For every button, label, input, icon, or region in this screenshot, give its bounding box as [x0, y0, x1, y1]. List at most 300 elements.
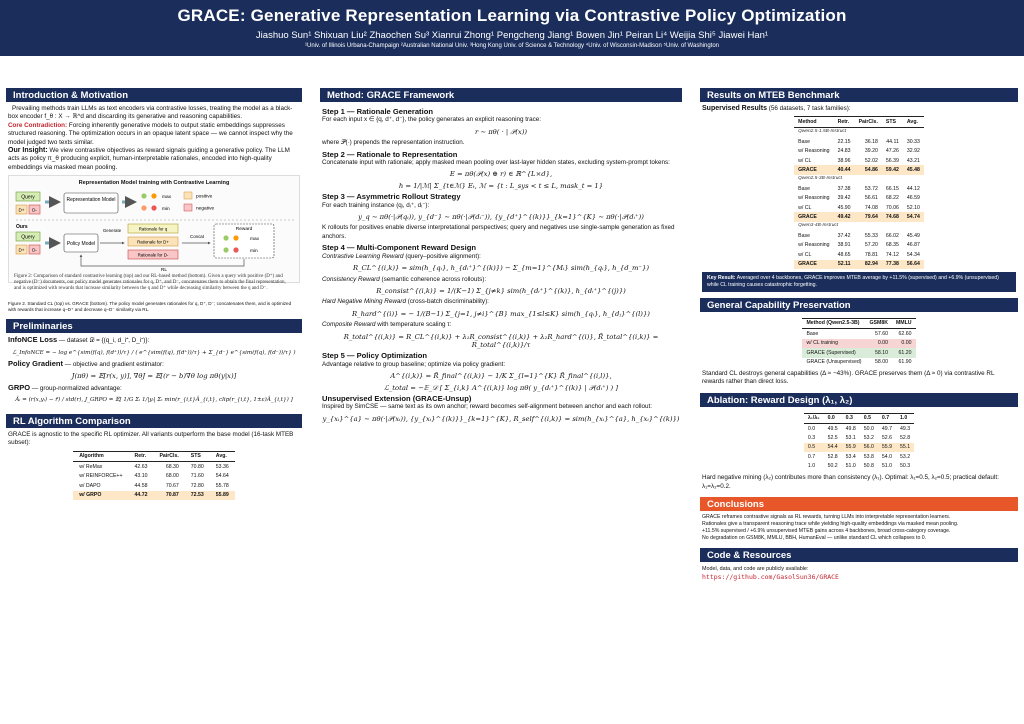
table-cell: 42.63 — [134, 463, 148, 470]
table-cell: 79.64 — [855, 212, 882, 221]
table-header-cell: STS — [882, 117, 903, 127]
table-cell: 56.61 — [864, 195, 878, 202]
general-text: Standard CL destroys general capabilities (Δ ≈ −43%). GRACE preserves them (Δ ≈ 0) via contrastive RL rewards rather than direct loss. — [702, 369, 995, 386]
table-group-row — [794, 222, 924, 231]
table-cell: 53.2 — [900, 453, 911, 460]
conclusion-item: Rationales give a transparent reasoning trace while yielding high-quality embeddings via masked mean pooling. — [702, 521, 959, 527]
min-label: min — [250, 248, 258, 254]
table-cell: 0.7 — [807, 453, 816, 460]
pg-label: Policy Gradient — [8, 359, 64, 369]
table-cell: 37.38 — [837, 185, 851, 192]
table-cell: 53.8 — [863, 453, 874, 460]
table-row — [73, 491, 235, 501]
table-cell: 53.36 — [215, 463, 229, 470]
pg-equation: J(πθ) = 𝔼[r(x, y)], ∇θJ = 𝔼[(r − b)∇θ log πθ(y|x)] — [71, 372, 237, 381]
query-label: Query — [21, 194, 35, 201]
table-cell: 71.60 — [190, 473, 204, 480]
table-row — [794, 231, 924, 240]
method-heading: Method: GRACE Framework — [320, 88, 682, 102]
table-cell: 47.26 — [885, 148, 899, 155]
table-header-cell: Avg. — [903, 117, 924, 127]
table-cell: w/ Reasoning — [798, 242, 830, 249]
rl-comparison-text: GRACE is agnostic to the specific RL optimizer. All variants outperform the base model (16-task MTEB subset): — [8, 430, 294, 447]
table-cell: GRACE — [794, 212, 833, 221]
table-cell: w/ ReMax — [79, 463, 103, 470]
table-cell: 56.0 — [860, 443, 878, 452]
table-cell: 62.60 — [898, 330, 912, 337]
step1-text: For each input x ∈ {q, d⁺, d⁻}, the policy generates an explicit reasoning trace: — [322, 116, 542, 124]
table-cell: 44.12 — [906, 185, 920, 192]
table-cell: 52.5 — [827, 435, 838, 442]
table-header-cell: Algorithm — [73, 451, 128, 462]
core-contradiction — [8, 122, 300, 147]
dot-icon — [223, 235, 228, 240]
conclusion-item: +11.5% supervised / +6.9% unsupervised MTEB gains across 4 backbones, broad cross-category coverage. — [702, 528, 951, 534]
table-cell: 70.67 — [165, 482, 179, 489]
table-cell: 72.80 — [190, 482, 204, 489]
reward-label: Reward — [235, 226, 253, 232]
table-cell: w/ CL — [798, 251, 812, 258]
table-header-cell: 0.3 — [842, 413, 860, 423]
concat-label: Concat — [190, 233, 204, 239]
table-cell: 74.68 — [882, 212, 903, 221]
table-cell: 82.94 — [855, 260, 882, 269]
grpo-text: — group-normalized advantage: — [31, 384, 122, 392]
table-cell: 52.02 — [864, 157, 878, 164]
cl-reward-equation: R_CL^{(i,k)} = sim(h_{qᵢ}, h_{dᵢ⁺}^{(k)}) − Σ_{m=1}^{Mᵢ} sim(h_{qᵢ}, h_{d_m⁻}) — [353, 264, 649, 273]
table-cell: 51.0 — [881, 463, 892, 470]
table-header-cell: 0.5 — [860, 413, 878, 423]
table-group-row — [794, 127, 924, 137]
table-row — [802, 339, 915, 348]
table-header-cell: GSM8K — [866, 318, 892, 328]
figure-diagram — [14, 188, 298, 272]
table-cell: 32.92 — [906, 148, 920, 155]
ablation-table — [804, 413, 914, 471]
table-cell: 53.72 — [864, 185, 878, 192]
step2-equation-2: h = 1/|ℳ| Σ_{t∈ℳ} Eₜ, ℳ = {t : L_sys < t ≤ L, mask_t = 1} — [398, 181, 604, 190]
table-cell: 55.78 — [215, 482, 229, 489]
table-cell: 37.42 — [837, 232, 851, 239]
table-cell: 48.65 — [837, 251, 851, 258]
rl-comparison-section — [6, 414, 302, 506]
table-cell: 74.08 — [864, 204, 878, 211]
code-text: Model, data, and code are publicly available: — [702, 566, 809, 572]
table-cell: GRACE (Supervised) — [802, 348, 865, 357]
policy-model-label: Policy Model — [66, 240, 96, 247]
table-row — [802, 358, 915, 367]
step1-after: where 𝒫(·) prepends the representation instruction. — [322, 139, 465, 147]
figure-title: Representation Model training with Contrastive Learning — [78, 180, 230, 187]
poster-affiliations: ¹Univ. of Illinois Urbana-Champaign ²Australian National Univ. ³Hong Kong Univ. of Science & Technology ⁴Univ. of Wisconsin-Madison ⁵Univ. of Washington — [304, 43, 720, 49]
table-header-cell: STS — [185, 451, 210, 462]
figure-inner-caption: Figure 2: Comparison of standard contrastive learning (top) and our RL-based method (bottom). Given a query with positive (D⁺) and negative (D⁻) documents, our policy model generates rationales for q, D⁺, and D⁻, concatenates them to obtain the final representation, and is optimized with rewards that increase similarity between the q and D⁺ while decreasing similarity between the q and D⁻. — [14, 273, 286, 291]
step1-equation: r ∼ πθ( · | 𝒫(x)) — [474, 127, 528, 136]
dot-icon — [233, 247, 238, 252]
table-row — [794, 203, 924, 212]
cl-reward-text: (query–positive alignment): — [405, 252, 481, 260]
max-label: max — [250, 236, 260, 242]
table-cell: w/ Reasoning — [798, 148, 830, 155]
code-section — [700, 548, 1018, 584]
table-cell: 55.89 — [210, 491, 235, 501]
dminus-label: D- — [32, 207, 37, 213]
table-header-cell: PairCls. — [153, 451, 184, 462]
rationale-dminus-label: Rationale for D- — [137, 252, 169, 258]
positive-label: positive — [196, 194, 213, 200]
table-cell: 44.58 — [134, 482, 148, 489]
ours-label: Ours — [16, 223, 28, 230]
dot-icon — [151, 205, 156, 210]
comparison-figure — [8, 175, 300, 291]
generate-label: Generate — [102, 227, 122, 233]
table-header-cell: 1.0 — [896, 413, 914, 423]
table-cell: 45.90 — [837, 204, 851, 211]
mteb-section — [700, 88, 1018, 294]
table-row — [73, 462, 235, 472]
table-cell: 36.18 — [864, 138, 878, 145]
dot-icon — [141, 193, 146, 198]
conclusion-item: No degradation on GSM8K, MMLU, BBH, HumanEval — unlike standard CL which collapses to 0. — [702, 535, 927, 541]
table-cell: 44.72 — [128, 491, 153, 501]
table-cell: 45.48 — [903, 165, 924, 174]
infonce-equation: ℒ_InfoNCE = − log e^{sim(f(q), f(d⁺))/τ} / ( e^{sim(f(q), f(d⁺))/τ} + Σ_{d⁻} e^{sim(f(q), f(d⁻))/τ} ) — [12, 349, 296, 356]
supervised-text: (56 datasets, 7 task families): — [768, 105, 851, 112]
figure-caption: Figure 2. Standard CL (top) vs. GRACE (bottom). The policy model generates rationales for q, D⁺, D⁻; concatenates them, and is optimized with rewards that increase q–D⁺ and decrease q–D⁻ similarity via RL. — [8, 301, 292, 313]
table-cell: 54.64 — [215, 473, 229, 480]
rl-comparison-heading: RL Algorithm Comparison — [6, 414, 302, 428]
table-cell: 30.33 — [906, 138, 920, 145]
insight-label: Our Insight: — [8, 147, 48, 155]
table-cell: 68.30 — [165, 463, 179, 470]
table-cell: 54.34 — [906, 251, 920, 258]
table-cell: w/ CL training — [802, 339, 865, 348]
table-group-label: Qwen2.5-1.5B-Instruct — [798, 129, 847, 135]
table-cell: 61.90 — [898, 359, 912, 366]
table-cell: 52.10 — [906, 204, 920, 211]
dminus-label: D- — [32, 247, 37, 253]
table-cell: 52.6 — [881, 435, 892, 442]
table-cell: 49.7 — [881, 425, 892, 432]
table-cell: w/ CL — [798, 157, 812, 164]
negative-label: negative — [196, 206, 215, 212]
table-cell: 68.00 — [165, 473, 179, 480]
step3-text: For each training instance (qᵢ, dᵢ⁺, dᵢ⁻): — [322, 201, 430, 209]
table-cell: 70.80 — [190, 463, 204, 470]
core-text: Forcing inherently generative models to output static embeddings suppresses structured reasoning. The optimization occurs in an opaque latent space — we cannot inspect why the model judged two texts similar. — [8, 121, 293, 146]
consistency-reward-text: (semantic coherence across rollouts): — [381, 275, 487, 283]
table-cell: 49.8 — [845, 425, 856, 432]
table-cell: Base — [806, 330, 819, 337]
table-cell: 66.15 — [885, 185, 899, 192]
table-row — [794, 147, 924, 156]
table-cell: 0.0 — [807, 425, 816, 432]
table-cell: 74.12 — [885, 251, 899, 258]
insight-text: We view contrastive objectives as reward signals guiding a generative policy. The LLM acts as policy π_θ producing explicit, human-interpretable rationales, encoded into high-quality embeddings via masked mean pooling. — [8, 147, 290, 171]
table-cell: 0.00 — [866, 339, 892, 348]
table-cell: 55.33 — [864, 232, 878, 239]
table-cell: GRACE (Unsupervised) — [806, 359, 862, 366]
table-cell: 53.2 — [863, 435, 874, 442]
table-header-cell: Method — [794, 117, 833, 127]
table-cell: 51.0 — [845, 463, 856, 470]
step2-equation-1: E = πθ(𝒫(x) ⊕ r) ∈ ℝ^{L×d}, — [449, 170, 553, 179]
table-cell: 50.0 — [863, 425, 874, 432]
intro-heading: Introduction & Motivation — [6, 88, 302, 102]
conclusions-list — [700, 511, 1018, 544]
table-header-cell: Retr. — [834, 117, 855, 127]
table-cell: 50.2 — [827, 463, 838, 470]
ablation-heading: Ablation: Reward Design (λ₁, λ₂) — [700, 393, 1018, 407]
table-cell: 78.81 — [864, 251, 878, 258]
step3-after: K rollouts for positives enable diverse interpretational perspectives; query and negatives use single-sample generation as fixed anchors. — [322, 224, 675, 240]
conclusions-heading: Conclusions — [700, 497, 1018, 511]
dplus-label: D+ — [18, 247, 25, 253]
consistency-reward-label: Consistency Reward — [322, 275, 380, 283]
table-cell: 39.42 — [837, 195, 851, 202]
table-row — [802, 329, 915, 339]
composite-reward-text: with temperature scaling τ: — [377, 321, 452, 329]
cl-reward-label: Contrastive Learning Reward — [322, 252, 404, 260]
table-header-cell: λ₁\λ₂ — [804, 413, 824, 423]
table-group-label: Qwen3-4B-Instruct — [798, 223, 839, 229]
core-label: Core Contradiction: — [8, 121, 68, 129]
table-row — [802, 348, 915, 357]
dminus-box — [184, 204, 192, 211]
table-header-cell: 0.0 — [824, 413, 842, 423]
table-cell: 44.11 — [886, 138, 899, 145]
step1-title: Step 1 — Rationale Generation — [322, 107, 433, 116]
representation-model-box — [64, 193, 118, 213]
table-cell: 38.91 — [837, 242, 851, 249]
table-cell: 58.00 — [874, 359, 888, 366]
step5-equation-2: ℒ_total = −𝔼_𝒟 [ Σ_{i,k} A^{(i,k)} log πθ( y_{dᵢ⁺}^{(k)} | 𝒫(dᵢ⁺) ) ] — [383, 383, 619, 392]
table-cell: w/ CL — [798, 204, 812, 211]
table-header-row — [804, 413, 914, 423]
table-cell: 58.10 — [866, 348, 892, 357]
step2-title: Step 2 — Rationale to Representation — [322, 149, 458, 159]
poster-header — [0, 0, 1024, 56]
table-row — [804, 434, 914, 443]
grpo-equation: Âᵢ = (r(x,yᵢ) − r̄) / std(r), J_GRPO = 𝔼[ 1/G Σᵢ 1/|yᵢ| Σₜ min(r_{i,t}Â_{i,t}, clip(r_{i,t}, 1±ε)Â_{i,t}) ] — [15, 397, 293, 404]
table-cell: 52.8 — [900, 435, 911, 442]
table-header-row — [802, 318, 915, 328]
pg-text: — objective and gradient estimator: — [64, 361, 164, 369]
table-cell: w/ GRPO — [73, 491, 128, 501]
table-cell: 55.1 — [896, 443, 914, 452]
dot-icon — [223, 247, 228, 252]
infonce-text: — dataset 𝒟 = {(q_i, d_i⁺, D_i⁻)}: — [58, 337, 150, 345]
conclusion-item: GRACE reframes contrastive signals as RL rewards, turning LLMs into interpretable representation learners. — [702, 514, 951, 520]
our-insight — [8, 147, 300, 172]
table-cell: 53.1 — [845, 435, 856, 442]
table-cell: 40.44 — [834, 165, 855, 174]
step2-text: Concatenate input with rationale; apply masked mean pooling over last-layer hidden states, excluding system-prompt tokens: — [322, 159, 670, 167]
key-result-label: Key Result: — [707, 274, 736, 281]
table-cell: 0.3 — [807, 435, 816, 442]
table-row — [804, 452, 914, 461]
hard-neg-reward-text: (cross-batch discriminability): — [407, 298, 489, 306]
table-cell: GRACE — [794, 165, 833, 174]
infonce-label: InfoNCE Loss — [8, 335, 58, 345]
step4-title: Step 4 — Multi-Component Reward Design — [322, 243, 476, 253]
composite-reward-label: Composite Reward — [322, 321, 376, 329]
rl-comparison-table — [73, 451, 235, 501]
table-header-cell: Method (Qwen2.5-3B) — [802, 318, 865, 328]
table-row — [73, 472, 235, 482]
right-column — [700, 88, 1018, 588]
table-header-cell: Avg. — [210, 451, 235, 462]
ablation-text: Hard negative mining (λ₂) contributes more than consistency (λ₁). Optimal: λ₁=0.5, λ₂=0.5; practical default: λ₁=λ₂=0.2. — [702, 474, 999, 490]
unsup-equation: y_{xᵢ}^{a} ∼ πθ(·|𝒫(xᵢ)), {y_{xᵢ}^{(k)}}_{k=1}^{K}, R_self^{(i,k)} = sim(h_{xᵢ}^{a}, h_{xᵢ}^{(k)}) — [322, 414, 680, 423]
table-cell: 54.74 — [903, 212, 924, 221]
table-row — [794, 212, 924, 221]
key-result-text: Averaged over 4 backbones, GRACE improves MTEB average by +11.5% (supervised) and +6.9% (unsupervised) while CL training causes catastrophic forgetting. — [707, 274, 999, 288]
code-heading: Code & Resources — [700, 548, 1018, 562]
table-cell: 49.5 — [827, 425, 838, 432]
table-cell: 68.35 — [885, 242, 899, 249]
grpo-label: GRPO — [8, 382, 31, 392]
table-cell: GRACE — [794, 260, 833, 269]
table-cell: 46.87 — [906, 242, 920, 249]
mteb-heading: Results on MTEB Benchmark — [700, 88, 1018, 102]
table-cell: 0.00 — [892, 339, 916, 348]
step5-title: Step 5 — Policy Optimization — [322, 351, 428, 361]
table-cell: 61.20 — [892, 348, 916, 357]
table-cell: 55.9 — [878, 443, 896, 452]
intro-section — [6, 88, 302, 315]
table-row — [794, 250, 924, 259]
mteb-table — [794, 116, 924, 269]
table-header-cell: MMLU — [892, 318, 916, 328]
table-cell: 49.42 — [834, 212, 855, 221]
table-row — [794, 241, 924, 250]
table-header-cell: Retr. — [128, 451, 153, 462]
table-cell: Base — [798, 185, 810, 192]
table-cell: 70.87 — [153, 491, 184, 501]
poster-authors: Jiashuo Sun¹ Shixuan Liu² Zhaochen Su³ Xianrui Zhong¹ Pengcheng Jiang¹ Bowen Jin¹ Peiran Li⁴ Weijia Shi⁵ Jiawei Han¹ — [255, 30, 769, 41]
representation-model-label: Representation Model — [66, 196, 116, 203]
table-header-cell: PairCls. — [855, 117, 882, 127]
table-row — [794, 137, 924, 146]
dot-icon — [233, 235, 238, 240]
table-header-cell: 0.7 — [878, 413, 896, 423]
table-cell: 68.22 — [885, 195, 899, 202]
table-cell: 45.49 — [906, 232, 920, 239]
step5-text: Advantage relative to group baseline; optimize via policy gradient: — [322, 360, 506, 368]
step3-title: Step 3 — Asymmetric Rollout Strategy — [322, 192, 461, 202]
preliminaries-section — [6, 319, 302, 409]
table-cell: 54.0 — [881, 453, 892, 460]
table-header-row — [794, 117, 924, 127]
hard-neg-reward-equation: R_hard^{(i)} = − 1/(B−1) Σ_{j=1, j≠i}^{B} max_{1≤l≤K} sim(h_{qᵢ}, h_{dⱼ}^{(l)}) — [352, 309, 650, 318]
table-cell: Base — [798, 232, 810, 239]
ablation-section — [700, 393, 1018, 493]
table-group-label: Qwen2.5-3B-Instruct — [798, 176, 843, 182]
table-group-row — [794, 175, 924, 184]
table-cell: 49.3 — [900, 425, 911, 432]
table-cell: 24.83 — [837, 148, 851, 155]
table-row — [794, 156, 924, 165]
table-cell: 50.3 — [900, 463, 911, 470]
conclusions-section — [700, 497, 1018, 544]
table-cell: 1.0 — [807, 463, 816, 470]
table-cell: 54.86 — [855, 165, 882, 174]
table-cell: 39.20 — [864, 148, 878, 155]
hard-neg-reward-label: Hard Negative Mining Reward — [322, 298, 406, 306]
table-cell: 56.39 — [885, 157, 899, 164]
unsup-title: Unsupervised Extension (GRACE-Unsup) — [322, 393, 472, 403]
table-cell: 57.60 — [874, 330, 888, 337]
supervised-label: Supervised Results — [702, 105, 767, 112]
github-link[interactable]: https://github.com/GasolSun36/GRACE — [702, 573, 839, 582]
table-cell: w/ REINFORCE++ — [79, 473, 123, 480]
unsup-text: Inspired by SimCSE — same text as its own anchor; reward becomes self-alignment between anchor and each rollout: — [322, 403, 653, 411]
table-header-row — [73, 451, 235, 462]
query-label: Query — [21, 234, 35, 241]
step5-equation-1: A^{(i,k)} = R̃_final^{(i,k)} − 1/K Σ_{l=1}^{K} R̃_final^{(i,l)}, — [390, 372, 612, 381]
table-cell: w/ DAPO — [79, 482, 101, 489]
table-cell: Base — [798, 138, 810, 145]
table-row — [73, 481, 235, 491]
poster-title: GRACE: Generative Representation Learning via Contrastive Policy Optimization — [177, 6, 847, 25]
table-cell: 59.42 — [882, 165, 903, 174]
table-cell: 56.64 — [903, 260, 924, 269]
dot-icon — [151, 193, 156, 198]
table-cell: 53.4 — [845, 453, 856, 460]
table-cell: 38.96 — [837, 157, 851, 164]
middle-column — [320, 88, 682, 428]
composite-reward-equation: R_total^{(i,k)} = R_CL^{(i,k)} + λ₁R_consist^{(i,k)} + λ₂R_hard^{(i)}, R̃_total^{(i,k)} = R_total^{(i,k)}/τ — [343, 332, 659, 349]
table-cell: 70.06 — [885, 204, 899, 211]
table-row — [804, 462, 914, 471]
dplus-label: D+ — [18, 207, 25, 213]
table-cell: 57.20 — [864, 242, 878, 249]
table-cell: 0.5 — [804, 443, 824, 452]
table-cell: 66.02 — [885, 232, 899, 239]
rationale-dplus-label: Rationale for D+ — [137, 239, 169, 245]
dplus-box — [184, 192, 192, 199]
min-label: min — [162, 206, 170, 212]
table-cell: 54.4 — [824, 443, 842, 452]
table-cell: w/ Reasoning — [798, 195, 830, 202]
key-result-box — [702, 272, 1016, 292]
preliminaries-heading: Preliminaries — [6, 319, 302, 333]
table-cell: 46.59 — [906, 195, 920, 202]
general-table — [802, 318, 915, 367]
table-cell: 77.38 — [882, 260, 903, 269]
left-column — [6, 88, 302, 509]
rl-label: RL — [160, 267, 168, 272]
table-cell: 50.8 — [863, 463, 874, 470]
consistency-reward-equation: R_consist^{(i,k)} = 1/(K−1) Σ_{j≠k} sim(h_{dᵢ⁺}^{(k)}, h_{dᵢ⁺}^{(j)}) — [376, 286, 626, 295]
max-label: max — [162, 194, 172, 200]
table-cell: 55.9 — [842, 443, 860, 452]
table-cell: 22.15 — [837, 138, 851, 145]
table-cell: 43.21 — [906, 157, 920, 164]
table-row — [794, 165, 924, 174]
table-row — [794, 184, 924, 193]
table-row — [794, 194, 924, 203]
step3-equation: y_q ∼ πθ(·|𝒫(qᵢ)), y_{d⁻} ∼ πθ(·|𝒫(dᵢ⁻)), {y_{d⁺}^{(k)}}_{k=1}^{K} ∼ πθ(·|𝒫(dᵢ⁺)) — [358, 213, 644, 222]
table-cell: 52.8 — [827, 453, 838, 460]
rationale-q-label: Rationale for q — [138, 226, 168, 232]
table-cell: 52.11 — [834, 260, 855, 269]
general-heading: General Capability Preservation — [700, 298, 1018, 312]
table-row — [794, 260, 924, 269]
general-section — [700, 298, 1018, 389]
table-row — [804, 443, 914, 452]
